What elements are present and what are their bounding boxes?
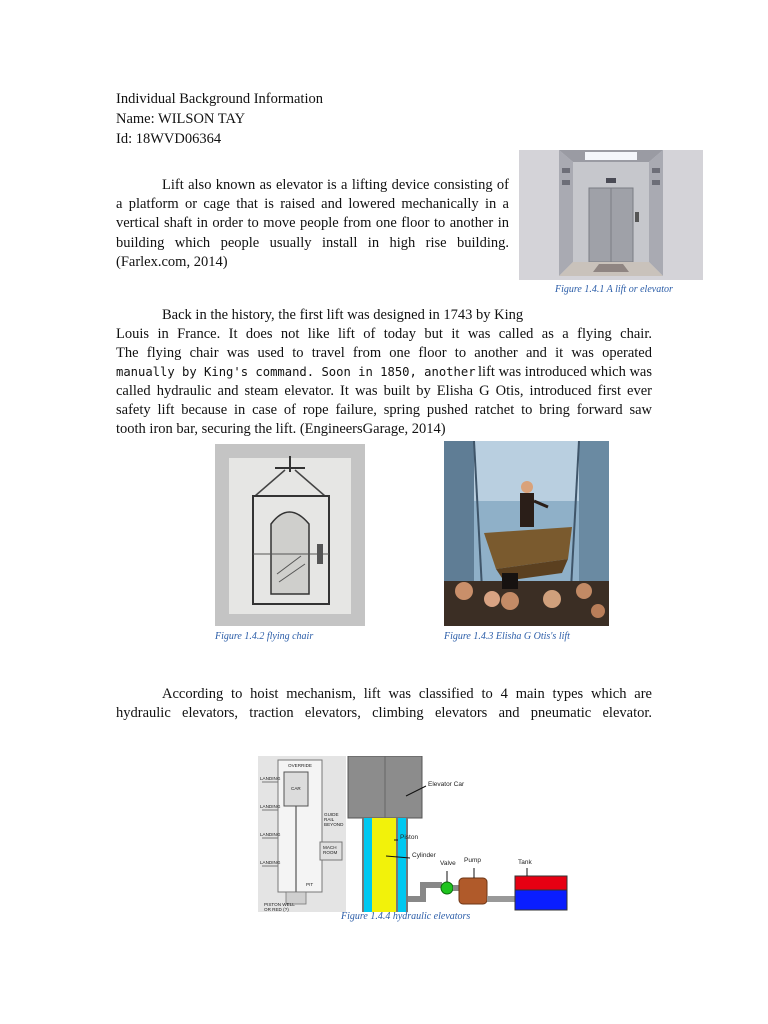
figure-4-caption: Figure 1.4.4 hydraulic elevators (341, 911, 471, 922)
piston-label: Piston (400, 834, 419, 841)
piston-well-label: PISTON WELL (264, 902, 295, 907)
history-line-6: safety lift because in case of rope failure, spring pushed ratchet to bring forward saw (116, 402, 652, 418)
history-line-1: Back in the history, the first lift was designed in 1743 by King (162, 307, 524, 323)
figure-1-caption: Figure 1.4.1 A lift or elevator (555, 284, 673, 295)
history-line-5: called hydraulic and steam elevator. It was built by Elisha G Otis, introduced first ever (116, 383, 652, 399)
history-line-4-mono: manually by King's command. Soon in 1850, another (116, 365, 476, 379)
page-title: Individual Background Information (116, 91, 323, 107)
id-line: Id: 18WVD06364 (116, 131, 222, 147)
otis-lift-image (444, 441, 609, 626)
flying-chair-image (215, 444, 365, 626)
history-line-3: The flying chair was used to travel from one floor to another and it was operated (116, 345, 652, 361)
car-label: CAR (291, 786, 301, 791)
figure-3-caption: Figure 1.4.3 Elisha G Otis's lift (444, 631, 570, 642)
history-line-4-rest: lift was introduced which was (478, 364, 652, 380)
elevator-car-label: Elevator Car (428, 781, 465, 788)
history-line-4 (116, 363, 652, 382)
guide-rail-label-2: RAIL (324, 817, 335, 822)
hydraulic-diagram-right (346, 756, 572, 912)
piston-well-label-2: OR RED (?) (264, 907, 289, 912)
valve-label: Valve (440, 860, 456, 867)
tank-label: Tank (518, 859, 532, 866)
history-line-2: Louis in France. It does not like lift of today but it was called as a flying chair. (116, 326, 652, 342)
types-line-2: hydraulic elevators, traction elevators, climbing elevators and pneumatic elevator. (116, 705, 652, 721)
history-line-7: tooth iron bar, securing the lift. (EngineersGarage, 2014) (116, 421, 446, 437)
name-line: Name: WILSON TAY (116, 111, 246, 127)
pit-label: PIT (306, 882, 314, 887)
mach-room-label: MACH (323, 845, 337, 850)
elevator-photo (519, 150, 703, 280)
guide-rail-label-3: BEYOND (324, 822, 344, 827)
override-label: OVERRIDE (288, 763, 312, 768)
types-line-1: According to hoist mechanism, lift was classified to 4 main types which are (162, 686, 652, 702)
hydraulic-schematic-left (258, 756, 346, 912)
landing-label-2: LANDING (260, 804, 281, 809)
figure-2-caption: Figure 1.4.2 flying chair (215, 631, 314, 642)
cylinder-label: Cylinder (412, 852, 436, 859)
guide-rail-label: GUIDE (324, 812, 339, 817)
landing-label-4: LANDING (260, 860, 281, 865)
mach-room-label-2: ROOM (323, 850, 338, 855)
pump-label: Pump (464, 857, 481, 864)
landing-label-1: LANDING (260, 776, 281, 781)
landing-label-3: LANDING (260, 832, 281, 837)
intro-paragraph: Lift also known as elevator is a lifting device consisting of a platform or cage that is raised and lowered mechanically in a vertical shaft in order to move people from one floor to another in building which people usually install in high rise building. (Farlex.com, 2014) (116, 177, 509, 270)
